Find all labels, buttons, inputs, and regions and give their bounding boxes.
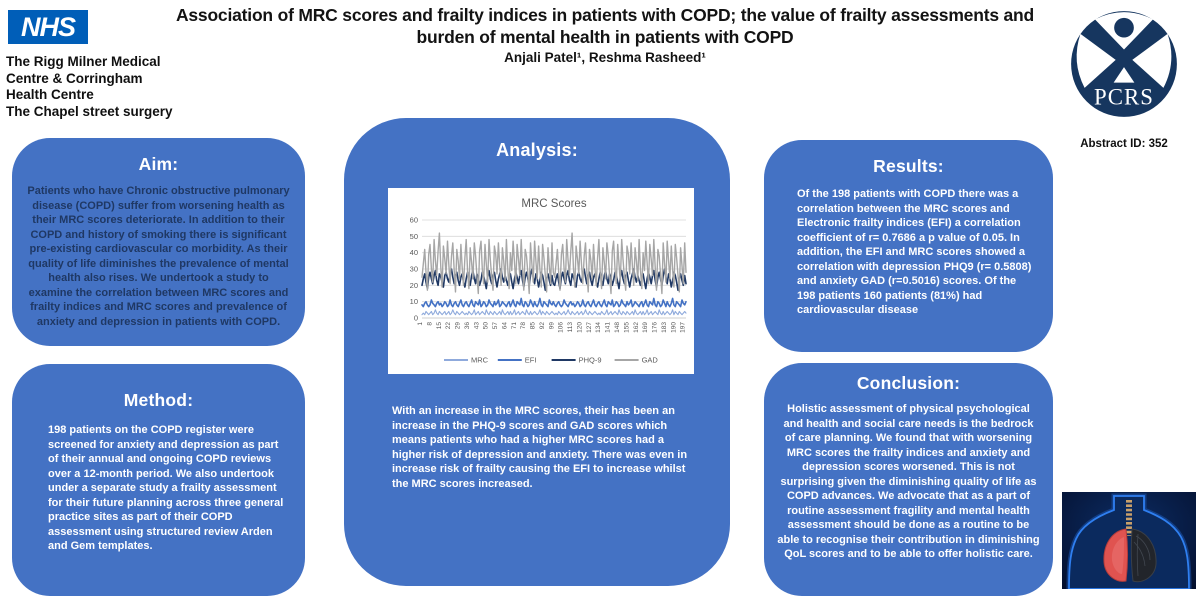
svg-text:22: 22 [445, 322, 453, 330]
poster-title-line2: burden of mental health in patients with COPD [416, 27, 794, 48]
svg-text:GAD: GAD [641, 355, 658, 365]
svg-text:120: 120 [576, 322, 584, 333]
svg-text:85: 85 [529, 322, 537, 330]
nhs-logo-text: NHS [20, 12, 75, 42]
svg-text:15: 15 [435, 322, 443, 330]
pcrs-logo-text: PCRS [1094, 84, 1154, 110]
aim-body: Patients who have Chronic obstructive pulmonary disease (COPD) suffer from worsening health as their MRC scores deteriorate. In addition to their COPD and history of smoking there is significant pre-existing cardiovascular co morbidity. As their quality of life diminishes the prevalence of mental health also rises. We undertook a study to examine the correlation between MRC scores and frailty indices and MRC scores and prevalence of anxiety and depression in patients with COPD. [27, 185, 290, 328]
svg-text:176: 176 [651, 322, 659, 333]
aim-heading: Aim: [138, 154, 179, 174]
results-body: Of the 198 patients with COPD there was a correlation between the MRC scores and Electronic frailty indices (EFI) a correlation coefficient of r= 0.7686 a p value of 0.05. In addition, the EFI and MRC scores showed a correlation with depression PHQ9 (r= 0.5808) and anxiety GAD (r=0.5016) scores. Of the 198 patients 160 patients (81%) had cardiovascular disease [797, 188, 1032, 317]
svg-text:8: 8 [426, 322, 434, 326]
org-line: The Rigg Milner Medical [6, 54, 161, 69]
poster-title-block [145, 4, 1065, 65]
org-line: Centre & Corringham [6, 70, 143, 86]
svg-text:36: 36 [463, 322, 471, 330]
svg-text:50: 50 [409, 231, 418, 241]
method-heading: Method: [123, 390, 194, 410]
aim-panel [12, 138, 305, 346]
svg-text:30: 30 [409, 264, 418, 274]
svg-text:169: 169 [642, 322, 650, 333]
authors: Anjali Patel¹, Reshma Rasheed¹ [504, 49, 706, 65]
conclusion-heading: Conclusion: [856, 373, 961, 393]
svg-text:106: 106 [557, 322, 565, 333]
svg-text:MRC Scores: MRC Scores [521, 198, 587, 210]
svg-text:0: 0 [413, 313, 418, 323]
method-panel [12, 364, 305, 596]
svg-text:134: 134 [595, 322, 603, 333]
svg-text:29: 29 [454, 322, 462, 330]
nhs-logo [8, 10, 88, 44]
svg-text:190: 190 [670, 322, 678, 333]
mrc-scores-line-chart [388, 188, 694, 374]
results-heading: Results: [873, 156, 944, 176]
svg-text:162: 162 [632, 322, 640, 333]
svg-text:99: 99 [548, 322, 556, 330]
svg-text:60: 60 [409, 215, 418, 225]
svg-text:113: 113 [567, 322, 575, 333]
results-panel [764, 140, 1053, 352]
analysis-body: With an increase in the MRC scores, their has been an increase in the PHQ-9 scores and GAD scores which means patients who had a higher MRC scores had a higher risk of depression and anxiety. There was even in increase risk of frailty causing the EFI to increase whilst the MRC scores increased. [392, 405, 688, 490]
svg-text:EFI: EFI [524, 355, 537, 365]
svg-text:57: 57 [492, 322, 500, 330]
svg-text:155: 155 [623, 322, 631, 333]
svg-text:197: 197 [679, 322, 687, 333]
conclusion-body: Holistic assessment of physical psychological and health and social care needs is the bedrock of care planning. We found that with worsening MRC scores the frailty indices and anxiety and depression scores worsened. This is not surprising given the diminishing quality of life as COPD advances. We advocate that as a part of routine assessment fragility and mental health assessment should be done as a routine to be able to recognise their contribution in diminishing QoL scores and to be able to offer holistic care. [777, 403, 1040, 561]
conclusion-panel [764, 363, 1053, 596]
svg-text:43: 43 [473, 322, 481, 330]
svg-text:78: 78 [520, 322, 528, 330]
svg-text:20: 20 [409, 280, 418, 290]
svg-text:1: 1 [417, 322, 424, 326]
svg-text:MRC: MRC [471, 355, 489, 365]
svg-text:92: 92 [538, 322, 546, 330]
svg-text:148: 148 [613, 322, 621, 333]
copd-lungs-illustration [1062, 492, 1196, 589]
svg-text:64: 64 [501, 322, 509, 330]
abstract-id: Abstract ID: 352 [1080, 138, 1168, 150]
analysis-heading: Analysis: [496, 140, 578, 160]
svg-text:183: 183 [660, 322, 668, 333]
svg-text:10: 10 [409, 297, 418, 307]
svg-text:50: 50 [482, 322, 490, 330]
poster-title-line1: Association of MRC scores and frailty indices in patients with COPD; the value of frailty assessments and [175, 5, 1035, 25]
method-body: 198 patients on the COPD register were screened for anxiety and depression as part of their annual and ongoing COPD reviews over a 12-month period. We also undertook under a separate study a frailty assessment for their future planning across three general practice sites as part of their COPD assessment using structured review Arden and Gem templates. [48, 424, 284, 553]
svg-text:71: 71 [510, 322, 518, 330]
svg-text:40: 40 [409, 248, 418, 258]
svg-text:127: 127 [585, 322, 593, 333]
svg-text:PHQ-9: PHQ-9 [578, 355, 602, 365]
svg-text:141: 141 [604, 322, 612, 333]
pcrs-person-logo-icon [1068, 8, 1180, 124]
org-line: The Chapel street surgery [6, 104, 173, 120]
org-line: Health Centre [6, 87, 94, 103]
analysis-panel [344, 118, 730, 586]
